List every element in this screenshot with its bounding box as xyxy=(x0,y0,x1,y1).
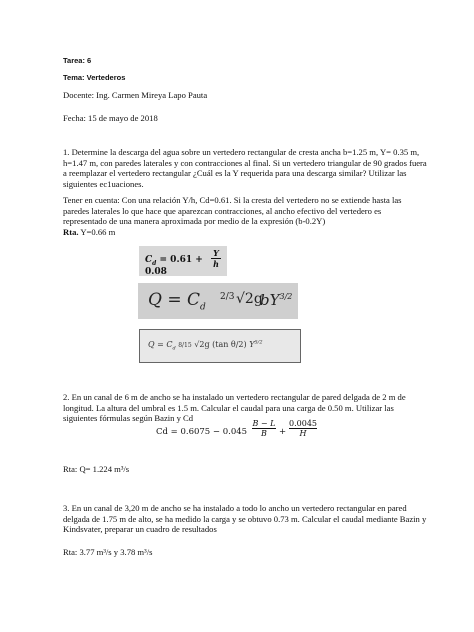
teacher-line: Docente: Ing. Carmen Mireya Lapo Pauta xyxy=(63,90,208,100)
cd-equation-image: $C_d = 0.61 + 0.08$ Y h xyxy=(139,246,227,276)
answer-label: Rta. xyxy=(63,227,79,237)
date-line: Fecha: 15 de mayo de 2018 xyxy=(63,113,158,123)
problem-2-answer: Rta: Q= 1.224 m³/s xyxy=(63,464,130,474)
task-number: Tarea: 6 xyxy=(63,56,92,65)
q-triangular-equation-image: $Q = C_d$ 8/15 √2g (tan θ/2) $Y^{5/2}$ xyxy=(139,329,301,363)
task-topic: Tema: Vertederos xyxy=(63,73,126,82)
cd-bazin-formula: Cd = 0.6075 − 0.045 B − L B + 0.0045 H xyxy=(156,419,317,438)
problem-3-answer: Rta: 3.77 m³/s y 3.78 m³/s xyxy=(63,547,153,557)
problem-1-note: Tener en cuenta: Con una relación Y/h, Cd=0.61. Si la cresta del vertedero no se extiende hasta las paredes laterales lo que hace que aparezcan contracciones, al ancho efectivo del vertedero es representado de una manera aproximada por medio de la expresión (b-0.2Y) xyxy=(63,195,402,227)
problem-3-statement: 3. En un canal de 3,20 m de ancho se ha instalado a todo lo ancho un vertedero rectangular en pared delgada de 1.75 m de alto, se ha medido la carga y se obtuvo 0.73 m. Calcular el caudal mediante Bazin y Kindsvater, preparar un cuadro de resultados xyxy=(63,503,427,535)
problem-1-statement: 1. Determine la descarga del agua sobre un vertedero rectangular de cresta ancha b=1.25 m, Y= 0.35 m, h=1.47 m, con paredes laterales y con contracciones al final. Si un vertedero triangular de 90 grados fuera a reemplazar el vertedero rectangular ¿Cuál es la Y requerida para una descarga similar? Utilizar las siguientes ec1uaciones. xyxy=(63,147,427,189)
problem-2-statement: 2. En un canal de 6 m de ancho se ha instalado un vertedero rectangular de pared delgada de 2 m de longitud. La altura del umbral es 1.5 m. Calcular el caudal para una carga de 0.50 m. Utilizar las siguientes fórmulas según Bazin y Cd xyxy=(63,392,406,424)
answer-value: Y=0.66 m xyxy=(78,227,116,237)
q-rectangular-equation-image: $Q = C_d$ 2/3 √2g $bY^{3/2}$ xyxy=(138,283,298,319)
problem-1-answer xyxy=(63,227,115,238)
